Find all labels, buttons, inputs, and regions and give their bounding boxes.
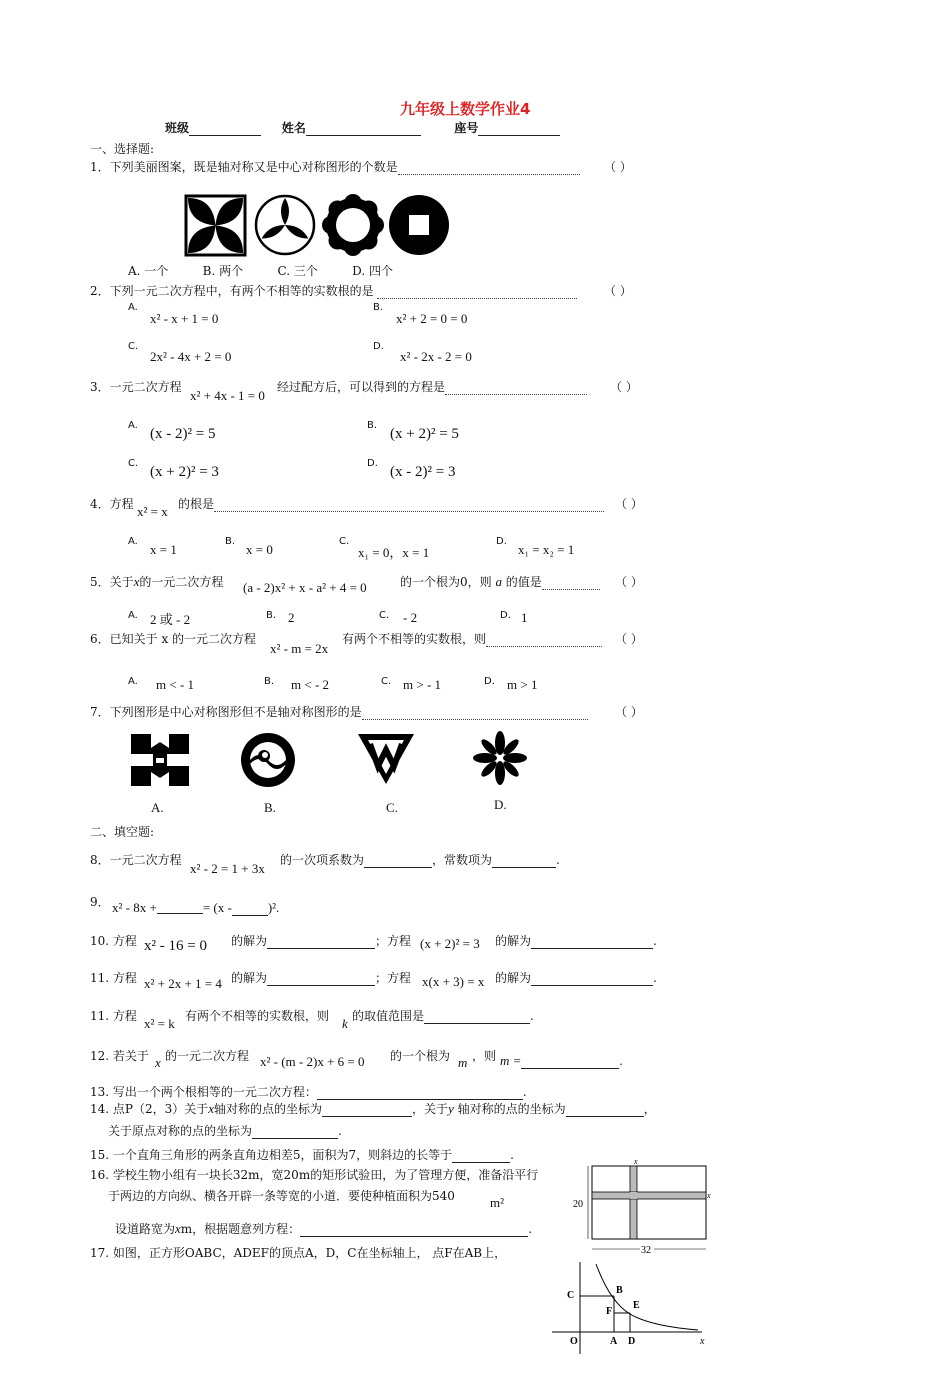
question-16-line2: 于两边的方向纵、横各开辟一条等宽的小道．要使种植面积为540 [108, 1189, 455, 1203]
hyperbola-curve [596, 1264, 698, 1330]
q2-option-d-eq: x² - 2x - 2 = 0 [400, 349, 472, 364]
question-15 [90, 1146, 514, 1163]
question-10-eq1: x² - 16 = 0 [144, 938, 207, 954]
q2-option-d-label[interactable]: D. [373, 341, 384, 352]
q3-option-c-label[interactable]: C. [128, 458, 139, 469]
origin-label: O [570, 1336, 578, 1347]
q8-blank-1[interactable] [364, 855, 432, 868]
coordinate-diagram [550, 1262, 720, 1357]
q11b-blank[interactable] [424, 1011, 530, 1024]
point-b-label: B [616, 1285, 623, 1296]
question-12-text4: ，则 [472, 1049, 497, 1063]
q9-blank-2[interactable] [232, 903, 268, 916]
question-10-text1: 10. 方程 [90, 934, 137, 948]
question-8-text1: 8．一元二次方程 [90, 853, 182, 867]
triangle-w-icon [358, 734, 414, 784]
period: . [510, 1148, 514, 1162]
question-6-paren: （ ） [615, 632, 643, 646]
question-11b-end [352, 1007, 534, 1024]
question-12-text3: 的一个根为 [390, 1049, 451, 1063]
vertical-path [630, 1166, 637, 1239]
leader-dots [362, 709, 588, 720]
question-10-end [495, 932, 657, 949]
q1-option-d[interactable]: D. 四个 [352, 264, 393, 278]
q5-option-a-label[interactable]: A. [128, 610, 138, 621]
period: . [653, 971, 657, 985]
q1-option-b[interactable]: B. 两个 [202, 264, 244, 278]
question-2-paren: （ ） [604, 284, 632, 298]
q5-option-b-eq: 2 [288, 610, 295, 625]
question-3-eq: x² + 4x - 1 = 0 [190, 388, 265, 403]
question-5-text1: 5．关于 [90, 575, 134, 589]
leader-dots [486, 636, 602, 647]
q14-blank-2[interactable] [566, 1104, 644, 1117]
q12-m-equals: m = [500, 1053, 522, 1068]
question-13 [90, 1083, 527, 1100]
question-5-paren: （ ） [615, 575, 643, 589]
q7-option-a[interactable]: A. [151, 800, 164, 815]
q1-option-a[interactable]: A. 一个 [128, 264, 169, 278]
q2-option-b-eq: x² + 2 = 0 = 0 [396, 311, 468, 326]
question-12-var2 [458, 1055, 467, 1071]
question-3-rest [277, 378, 587, 395]
question-7-figures [128, 730, 538, 792]
class-label: 班级 [165, 121, 190, 135]
q3-option-d-label[interactable]: D. [367, 458, 378, 469]
q1-option-c[interactable]: C. 三个 [277, 264, 318, 278]
q14-text-b: 轴对称的点的坐标为 [214, 1102, 323, 1116]
question-17-text: 17. 如图，正方形OABC，ADEF的顶点A，D，C在坐标轴上， 点F在AB上， [90, 1246, 507, 1260]
question-10-text3: ；方程 [375, 934, 412, 948]
question-7-paren: （ ） [615, 705, 643, 719]
wave-ring-icon [241, 733, 295, 787]
period: . [338, 1124, 342, 1138]
question-4-paren: （ ） [615, 497, 643, 511]
q5-option-c-label[interactable]: C. [379, 610, 390, 621]
question-11a-mid [231, 969, 411, 986]
q13-blank[interactable] [317, 1087, 523, 1100]
question-9-eq [112, 900, 279, 916]
q10-blank-1[interactable] [267, 936, 375, 949]
question-11b-text1: 11. 方程 [90, 1009, 137, 1023]
question-11a-text3: ；方程 [375, 971, 412, 985]
q7-option-b[interactable]: B. [264, 800, 276, 815]
q16-var-x: x [175, 1221, 181, 1236]
q14-text-e: ， [643, 1102, 656, 1116]
question-10-text2: 的解为 [231, 934, 268, 948]
q4-option-c-label[interactable]: C. [339, 536, 350, 547]
question-1 [90, 158, 580, 175]
question-11a-text1: 11. 方程 [90, 971, 137, 985]
question-1-text: 1．下列美丽图案，既是轴对称又是中心对称图形的个数是 [90, 160, 398, 174]
q10-blank-2[interactable] [531, 936, 653, 949]
q4-option-b-label[interactable]: B. [225, 536, 236, 547]
q12-var-x: x [155, 1055, 161, 1070]
period: . [530, 1009, 534, 1023]
question-10-eq2: (x + 2)² = 3 [420, 936, 480, 951]
q14-blank-1[interactable] [322, 1104, 412, 1117]
question-4-eq: x² = x [137, 504, 168, 519]
q6-option-d-eq: m > 1 [507, 677, 538, 692]
question-3-text1: 3．一元二次方程 [90, 380, 182, 394]
q2-option-a-label[interactable]: A. [128, 302, 138, 313]
vertical-x-label: x [634, 1157, 638, 1166]
question-11a-eq1: x² + 2x + 1 = 4 [144, 976, 222, 991]
header-line [165, 119, 560, 136]
question-5-text2: 的一元二次方程 [139, 575, 224, 589]
question-1-figures [183, 193, 453, 259]
q9-eq-part1: x² - 8x + [112, 900, 157, 915]
question-11b-var [342, 1016, 348, 1032]
q14-line2-text: 关于原点对称的点的坐标为 [108, 1124, 253, 1138]
q2-option-c-label[interactable]: C. [128, 341, 139, 352]
name-label: 姓名 [281, 121, 306, 135]
leader-dots [398, 164, 580, 175]
q6-option-a-label[interactable]: A. [128, 676, 138, 687]
section-choice-heading: 一、选择题: [90, 142, 155, 156]
name-field[interactable] [306, 123, 421, 136]
leader-dots [542, 579, 600, 590]
q12-blank[interactable] [521, 1056, 619, 1069]
q5-option-d-eq: 1 [521, 610, 528, 625]
flower-ring-icon [322, 194, 384, 256]
q14-blank-3[interactable] [252, 1126, 338, 1139]
q5-option-c-eq: - 2 [403, 610, 418, 625]
q6-option-d-label[interactable]: D. [484, 676, 495, 687]
q11a-blank-2[interactable] [531, 973, 653, 986]
period: . [619, 1053, 623, 1068]
q6-option-c-label[interactable]: C. [381, 676, 392, 687]
point-c-label: C [567, 1290, 575, 1301]
section-fill-heading: 二、填空题: [90, 825, 155, 839]
q8-blank-2[interactable] [492, 855, 556, 868]
q14-var-x: x [208, 1101, 215, 1116]
question-11b-rest [185, 1007, 329, 1024]
q4-option-b-eq: x = 0 [246, 542, 273, 557]
question-4-rest [178, 495, 604, 512]
four-petal-square-icon [186, 196, 245, 255]
q4-option-c-eq: x₁ = 0，x = 1 [358, 545, 430, 560]
question-14-line1 [90, 1100, 656, 1117]
question-8-text2: 的一次项系数为 [280, 853, 365, 867]
point-a-label: A [610, 1336, 618, 1347]
q6-option-b-label[interactable]: B. [264, 676, 275, 687]
q6-option-a-eq: m < - 1 [156, 677, 195, 692]
seat-field[interactable] [478, 123, 560, 136]
length-label: 32 [641, 1245, 651, 1256]
question-12-eq: x² - (m - 2)x + 6 = 0 [260, 1054, 365, 1069]
question-16-line3 [115, 1220, 532, 1237]
horizontal-x-label: x [707, 1191, 711, 1200]
q11a-blank-1[interactable] [267, 973, 375, 986]
question-3-text2: 经过配方后，可以得到的方程是 [277, 380, 446, 394]
question-11a-eq2: x(x + 3) = x [422, 974, 485, 989]
period: . [556, 853, 560, 867]
question-3-paren: （ ） [610, 380, 638, 394]
question-5-var2: a [495, 574, 502, 589]
question-2-text: 2．下列一元二次方程中，有两个不相等的实数根的是 [90, 284, 374, 298]
q14-var-y: y [448, 1101, 454, 1116]
seat-label: 座号 [454, 121, 479, 135]
question-13-text: 13. 写出一个两个根相等的一元二次方程： [90, 1085, 317, 1099]
question-16-unit: m² [490, 1195, 505, 1210]
point-d-label: D [628, 1336, 636, 1347]
q2-option-a-eq: x² - x + 1 = 0 [150, 311, 219, 326]
q3-option-a-label[interactable]: A. [128, 420, 138, 431]
question-5-text4: 的值是 [505, 575, 542, 589]
period: . [522, 1085, 527, 1099]
question-10-text4: 的解为 [495, 934, 532, 948]
question-15-text: 15. 一个直角三角形的两条直角边相差5，面积为7，则斜边的长等于 [90, 1148, 453, 1162]
question-6-eq: x² - m = 2x [270, 641, 329, 656]
question-5 [90, 573, 223, 590]
question-10-mid [231, 932, 411, 949]
q9-eq-part2: = (x - [202, 900, 232, 915]
q4-option-a-label[interactable]: A. [128, 536, 138, 547]
q16-blank[interactable] [300, 1224, 528, 1237]
q6-option-b-eq: m < - 2 [291, 677, 330, 692]
leader-dots [377, 288, 577, 299]
q2-option-b-label[interactable]: B. [373, 302, 384, 313]
q5-option-b-label[interactable]: B. [266, 610, 277, 621]
class-field[interactable] [189, 123, 261, 136]
q9-eq-part3: )² [267, 900, 277, 915]
q3-option-b-label[interactable]: B. [367, 420, 378, 431]
q7-option-c[interactable]: C. [386, 800, 398, 815]
q3-option-d-eq: (x - 2)² = 3 [390, 464, 456, 480]
period: . [276, 900, 280, 915]
question-4-text2: 的根是 [178, 497, 215, 511]
q1-options [128, 262, 393, 279]
leader-dots [445, 384, 587, 395]
page-title: 九年级上数学作业4 [400, 100, 531, 118]
field-diagram [570, 1155, 720, 1260]
q3-option-a-eq: (x - 2)² = 5 [150, 426, 216, 442]
question-8-text3: ，常数项为 [432, 853, 493, 867]
question-14-line2 [108, 1122, 342, 1139]
q16-text-a: 设道路宽为 [115, 1222, 176, 1236]
point-f-label: F [606, 1306, 613, 1317]
question-1-paren: （ ） [604, 160, 632, 174]
question-5-rest [400, 573, 600, 590]
q16-text-b: m，根据题意列方程： [180, 1222, 301, 1236]
q12-var-m: m [458, 1055, 468, 1070]
question-8-rest [280, 851, 560, 868]
question-11a-end [495, 969, 657, 986]
question-12-text1: 12. 若关于 [90, 1049, 149, 1063]
q4-option-d-eq: x₁ = x₂ = 1 [518, 542, 575, 557]
question-16-line1: 16. 学校生物小组有一块长32m，宽20m的矩形试验田，为了管理方便，准备沿平行 [90, 1168, 539, 1182]
q3-option-c-eq: (x + 2)² = 3 [150, 464, 219, 480]
point-e-label: E [633, 1300, 640, 1311]
horizontal-path [592, 1192, 706, 1199]
q4-option-a-eq: x = 1 [150, 542, 177, 557]
question-11a-text4: 的解为 [495, 971, 532, 985]
q6-option-c-eq: m > - 1 [403, 677, 442, 692]
question-6-text1: 6．已知关于 x 的一元二次方程 [90, 632, 257, 646]
leaf-star-icon [473, 731, 527, 785]
period: . [653, 934, 657, 948]
three-blade-circle-icon [256, 196, 314, 254]
q5-option-d-label[interactable]: D. [500, 610, 511, 621]
x-axis-label: x [700, 1336, 705, 1347]
question-12-text2: 的一元二次方程 [165, 1049, 250, 1063]
q3-option-b-eq: (x + 2)² = 5 [390, 426, 459, 442]
block-pinwheel-icon [131, 734, 189, 786]
q15-blank[interactable] [452, 1150, 510, 1163]
question-12-var [155, 1055, 161, 1071]
q5-option-a-eq: 2 或 - 2 [150, 612, 191, 627]
q14-text-d: 轴对称的点的坐标为 [457, 1102, 566, 1116]
question-11a-text2: 的解为 [231, 971, 268, 985]
question-4-text1: 4．方程 [90, 497, 134, 511]
question-2 [90, 282, 577, 299]
question-6-text2: 有两个不相等的实数根，则 [342, 632, 487, 646]
question-9-number: 9． [90, 895, 110, 909]
q14-text-a: 14. 点P（2，3）关于 [90, 1102, 209, 1116]
question-5-text3: 的一个根为0，则 [400, 575, 492, 589]
question-8-eq: x² - 2 = 1 + 3x [190, 861, 265, 876]
question-11b-text3: 的取值范围是 [352, 1009, 425, 1023]
question-11b-text2: 有两个不相等的实数根，则 [185, 1009, 330, 1023]
q4-option-d-label[interactable]: D. [496, 536, 507, 547]
question-7 [90, 703, 588, 720]
question-6-rest [342, 630, 602, 647]
q11b-var-k: k [342, 1016, 348, 1031]
leader-dots [214, 501, 604, 512]
coin-square-hole-icon [389, 195, 449, 255]
question-12-end [500, 1053, 623, 1069]
question-5-var: x [133, 574, 140, 589]
q14-text-c: ，关于 [412, 1102, 449, 1116]
q7-option-d[interactable]: D. [494, 797, 507, 812]
question-11b-eq: x² = k [144, 1016, 175, 1031]
question-7-text: 7．下列图形是中心对称图形但不是轴对称图形的是 [90, 705, 362, 719]
period: . [528, 1222, 533, 1236]
question-5-eq: (a - 2)x² + x - a² + 4 = 0 [243, 580, 367, 595]
q9-blank-1[interactable] [157, 904, 203, 914]
width-label: 20 [573, 1199, 583, 1210]
q2-option-c-eq: 2x² - 4x + 2 = 0 [150, 349, 232, 364]
